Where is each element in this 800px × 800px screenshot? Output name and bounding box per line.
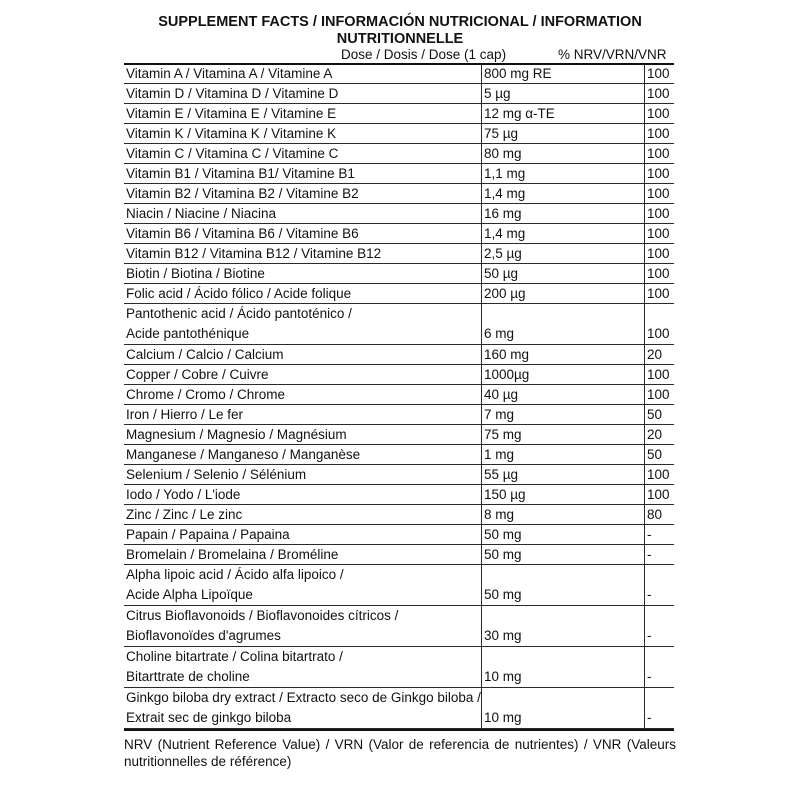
table-row — [124, 84, 674, 104]
nrv-cell: 100 — [644, 264, 674, 284]
nrv-cell: 100 — [644, 224, 674, 244]
table-row — [124, 304, 674, 345]
nutrient-name: Papain / Papaina / Papaina — [126, 527, 290, 542]
footnote: NRV (Nutrient Reference Value) / VRN (Valor de referencia de nutrientes) / VNR (Valeurs nutritionnelles de référence) — [124, 737, 676, 769]
nutrient-name: Zinc / Zinc / Le zinc — [126, 507, 243, 522]
nutrient-name-cell — [124, 124, 481, 144]
facts-table-body — [124, 64, 674, 729]
nrv-cell: 100 — [644, 84, 674, 104]
nutrient-name: Pantothenic acid / Ácido pantoténico / — [126, 306, 352, 321]
nrv-cell: - — [644, 688, 674, 729]
nutrient-name-cell — [124, 606, 481, 647]
table-row — [124, 345, 674, 365]
nutrient-name-cell — [124, 425, 481, 445]
nrv-cell: 20 — [644, 345, 674, 365]
nrv-cell: 100 — [644, 144, 674, 164]
nutrient-name-cell — [124, 485, 481, 505]
nutrient-name-cell — [124, 445, 481, 465]
table-row — [124, 545, 674, 565]
dose-cell: 75 mg — [481, 425, 644, 445]
nrv-cell: - — [644, 647, 674, 688]
nrv-cell: 100 — [644, 164, 674, 184]
nutrient-name-cell — [124, 385, 481, 405]
dose-cell: 1,4 mg — [481, 184, 644, 204]
dose-cell: 5 µg — [481, 84, 644, 104]
nutrient-name-cell — [124, 164, 481, 184]
table-row — [124, 606, 674, 647]
dose-cell: 2,5 µg — [481, 244, 644, 264]
table-row — [124, 184, 674, 204]
nrv-cell: 100 — [644, 365, 674, 385]
nrv-cell: 100 — [644, 385, 674, 405]
dose-cell: 800 mg RE — [481, 64, 644, 84]
dose-cell: 200 µg — [481, 284, 644, 304]
nutrient-name-cell — [124, 647, 481, 688]
nrv-cell: 50 — [644, 405, 674, 425]
dose-cell: 7 mg — [481, 405, 644, 425]
nutrient-name-cell — [124, 104, 481, 124]
dose-cell: 10 mg — [481, 688, 644, 729]
nutrient-name-cell — [124, 284, 481, 304]
table-row — [124, 365, 674, 385]
table-row — [124, 565, 674, 606]
dose-column-header: Dose / Dosis / Dose (1 cap) — [341, 47, 507, 62]
nutrient-name: Vitamin B2 / Vitamina B2 / Vitamine B2 — [126, 186, 359, 201]
nutrient-name: Selenium / Selenio / Sélénium — [126, 467, 307, 482]
nutrient-name: Bromelain / Bromelaina / Broméline — [126, 547, 339, 562]
table-row — [124, 224, 674, 244]
dose-cell: 50 mg — [481, 545, 644, 565]
nrv-cell: 100 — [644, 485, 674, 505]
table-row — [124, 144, 674, 164]
table-row — [124, 244, 674, 264]
dose-cell: 12 mg α-TE — [481, 104, 644, 124]
nrv-column-header: % NRV/VRN/VNR — [558, 47, 667, 62]
bottom-divider — [124, 729, 674, 731]
nutrient-name: Manganese / Manganeso / Manganèse — [126, 447, 361, 462]
table-row — [124, 425, 674, 445]
nutrient-name-cell — [124, 525, 481, 545]
nutrient-name-cell — [124, 505, 481, 525]
nutrient-name-cell — [124, 304, 481, 345]
dose-cell: 1,1 mg — [481, 164, 644, 184]
nutrient-name-cell — [124, 64, 481, 84]
dose-cell: 50 µg — [481, 264, 644, 284]
nrv-cell: 50 — [644, 445, 674, 465]
nrv-cell: 100 — [644, 284, 674, 304]
nrv-cell: 100 — [644, 104, 674, 124]
nutrient-name-cell — [124, 545, 481, 565]
nrv-cell: 100 — [644, 304, 674, 345]
nutrient-name-cell — [124, 405, 481, 425]
supplement-facts-table — [124, 64, 674, 729]
nutrient-name-cell — [124, 224, 481, 244]
nrv-cell: 100 — [644, 184, 674, 204]
page-title: SUPPLEMENT FACTS / INFORMACIÓN NUTRICIONAL / INFORMATION NUTRITIONNELLE — [158, 14, 642, 47]
nutrient-name-line2: Bioflavonoïdes d'agrumes — [126, 628, 281, 643]
nrv-cell: - — [644, 545, 674, 565]
table-row — [124, 647, 674, 688]
nutrient-name: Niacin / Niacine / Niacina — [126, 206, 277, 221]
nutrient-name: Vitamin E / Vitamina E / Vitamine E — [126, 106, 337, 121]
nrv-cell: - — [644, 525, 674, 545]
nutrient-name: Vitamin B12 / Vitamina B12 / Vitamine B12 — [126, 246, 382, 261]
nrv-cell: 20 — [644, 425, 674, 445]
table-row — [124, 164, 674, 184]
nutrient-name-cell — [124, 204, 481, 224]
dose-cell: 6 mg — [481, 304, 644, 345]
table-row — [124, 445, 674, 465]
dose-cell: 160 mg — [481, 345, 644, 365]
dose-cell: 1 mg — [481, 445, 644, 465]
nutrient-name-line2: Bitarttrate de choline — [126, 669, 250, 684]
nutrient-name-line2: Acide pantothénique — [126, 326, 250, 341]
nutrient-name: Magnesium / Magnesio / Magnésium — [126, 427, 347, 442]
nrv-cell: 100 — [644, 204, 674, 224]
dose-cell: 1,4 mg — [481, 224, 644, 244]
nutrient-name-cell — [124, 365, 481, 385]
nutrient-name: Vitamin A / Vitamina A / Vitamine A — [126, 66, 333, 81]
nrv-cell: 100 — [644, 465, 674, 485]
nrv-cell: 80 — [644, 505, 674, 525]
nutrient-name: Chrome / Cromo / Chrome — [126, 387, 286, 402]
table-row — [124, 688, 674, 729]
table-row — [124, 385, 674, 405]
nutrient-name-cell — [124, 688, 481, 729]
nutrient-name: Iodo / Yodo / L'iode — [126, 487, 241, 502]
nutrient-name: Iron / Hierro / Le fer — [126, 407, 244, 422]
dose-cell: 10 mg — [481, 647, 644, 688]
nrv-cell: - — [644, 565, 674, 606]
table-row — [124, 405, 674, 425]
dose-cell: 80 mg — [481, 144, 644, 164]
nrv-cell: 100 — [644, 64, 674, 84]
nutrient-name: Ginkgo biloba dry extract / Extracto seco de Ginkgo biloba / — [126, 690, 481, 705]
dose-cell: 30 mg — [481, 606, 644, 647]
nutrient-name: Vitamin B6 / Vitamina B6 / Vitamine B6 — [126, 226, 359, 241]
nrv-cell: - — [644, 606, 674, 647]
nutrient-name: Copper / Cobre / Cuivre — [126, 367, 269, 382]
table-row — [124, 505, 674, 525]
table-row — [124, 204, 674, 224]
dose-cell: 50 mg — [481, 565, 644, 606]
nutrient-name-cell — [124, 184, 481, 204]
table-row — [124, 284, 674, 304]
dose-cell: 150 µg — [481, 485, 644, 505]
nutrient-name-line2: Extrait sec de ginkgo biloba — [126, 710, 292, 725]
nutrient-name-cell — [124, 465, 481, 485]
nutrient-name: Vitamin D / Vitamina D / Vitamine D — [126, 86, 339, 101]
nutrient-name: Biotin / Biotina / Biotine — [126, 266, 265, 281]
nrv-cell: 100 — [644, 244, 674, 264]
nutrient-name-cell — [124, 144, 481, 164]
table-row — [124, 264, 674, 284]
nutrient-name: Citrus Bioflavonoids / Bioflavonoides cítricos / — [126, 608, 399, 623]
table-row — [124, 525, 674, 545]
dose-cell: 40 µg — [481, 385, 644, 405]
nutrient-name-cell — [124, 84, 481, 104]
table-row — [124, 465, 674, 485]
dose-cell: 75 µg — [481, 124, 644, 144]
table-row — [124, 64, 674, 84]
table-row — [124, 124, 674, 144]
nutrient-name-cell — [124, 244, 481, 264]
dose-cell: 8 mg — [481, 505, 644, 525]
nutrient-name: Alpha lipoic acid / Ácido alfa lipoico / — [126, 567, 344, 582]
dose-cell: 16 mg — [481, 204, 644, 224]
table-row — [124, 485, 674, 505]
nutrient-name-cell — [124, 345, 481, 365]
dose-cell: 1000µg — [481, 365, 644, 385]
nutrient-name: Vitamin B1 / Vitamina B1/ Vitamine B1 — [126, 166, 355, 181]
nutrient-name: Choline bitartrate / Colina bitartrato / — [126, 649, 343, 664]
nutrient-name: Folic acid / Ácido fólico / Acide folique — [126, 286, 352, 301]
nrv-cell: 100 — [644, 124, 674, 144]
dose-cell: 55 µg — [481, 465, 644, 485]
nutrient-name: Vitamin C / Vitamina C / Vitamine C — [126, 146, 339, 161]
nutrient-name-cell — [124, 565, 481, 606]
table-row — [124, 104, 674, 124]
nutrient-name-cell — [124, 264, 481, 284]
nutrient-name: Calcium / Calcio / Calcium — [126, 347, 284, 362]
nutrient-name-line2: Acide Alpha Lipoïque — [126, 587, 253, 602]
nutrient-name: Vitamin K / Vitamina K / Vitamine K — [126, 126, 337, 141]
dose-cell: 50 mg — [481, 525, 644, 545]
